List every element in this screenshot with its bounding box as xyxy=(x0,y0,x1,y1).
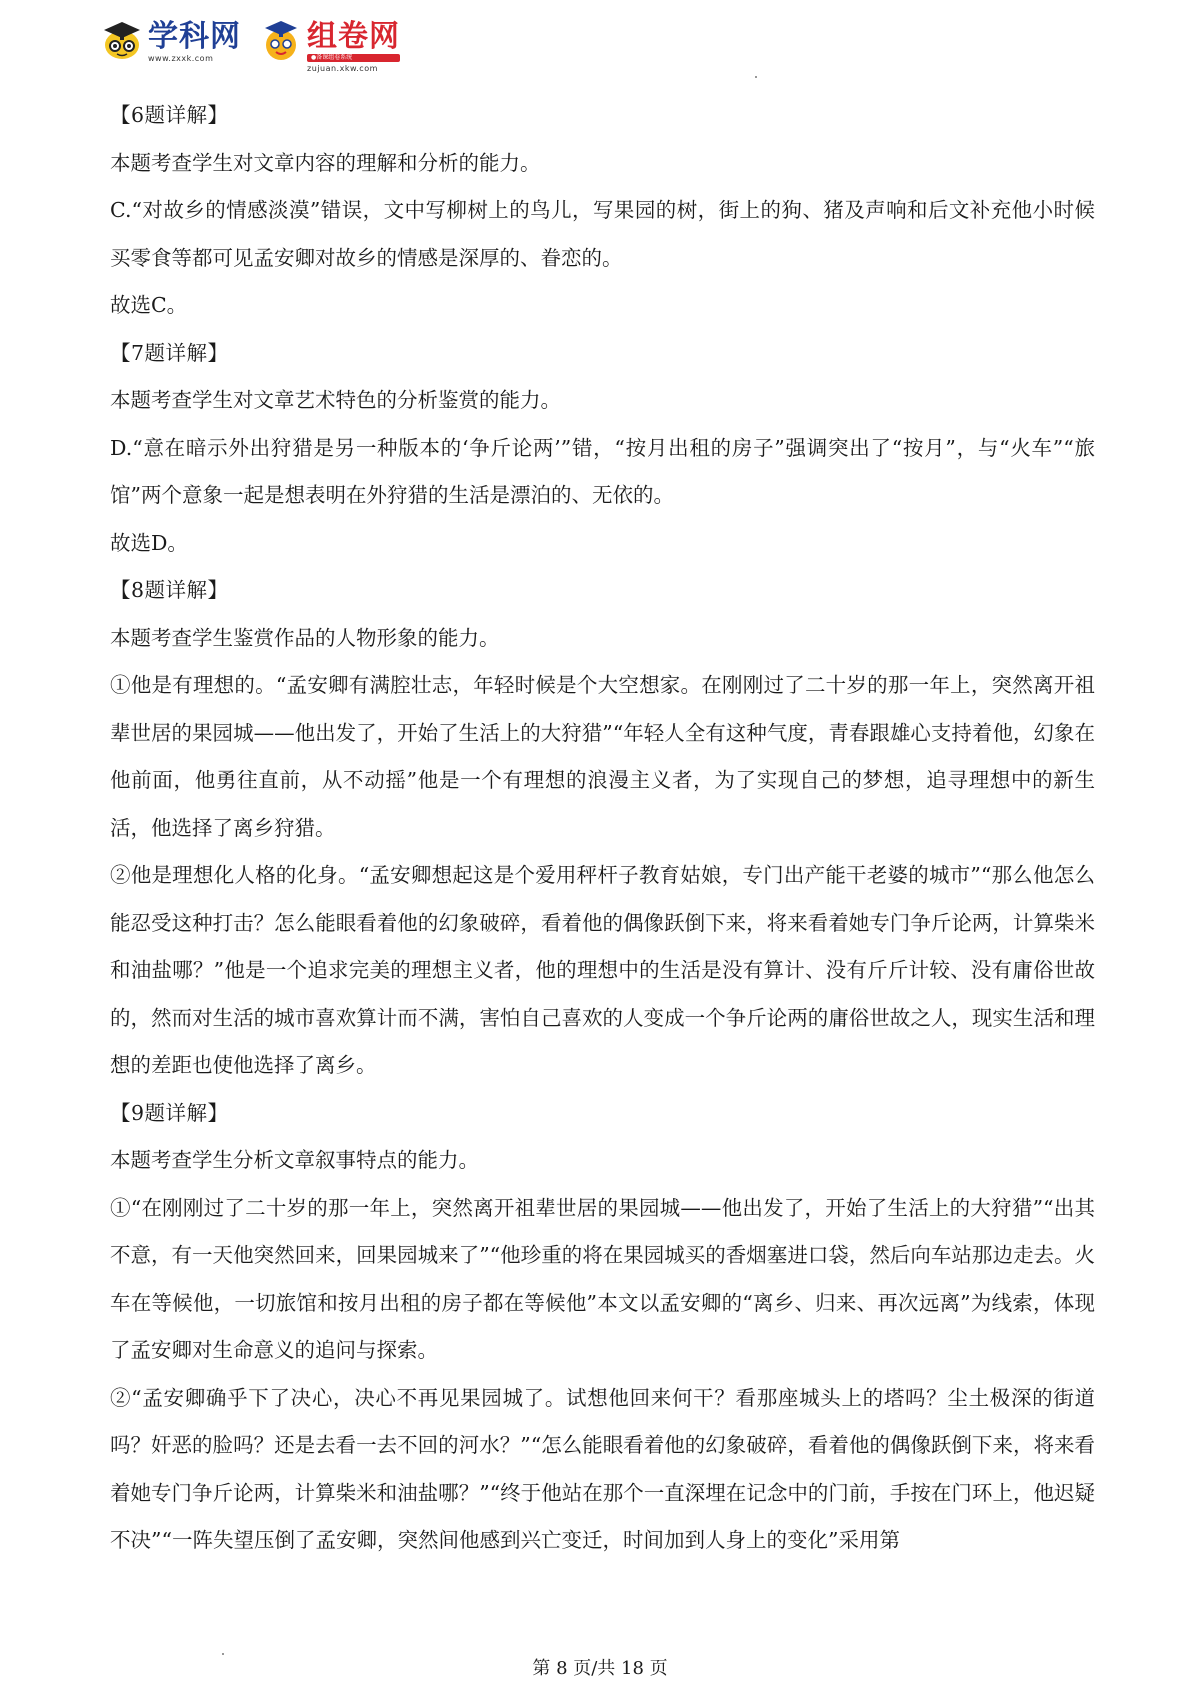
q6-heading: 【6题详解】 xyxy=(110,103,229,127)
zujuan-logo-tagline: ●备课组卷系统 xyxy=(307,54,400,62)
graduate-cap-icon xyxy=(100,18,144,62)
q9-intro: 本题考查学生分析文章叙事特点的能力。 xyxy=(110,1148,479,1172)
q8-intro: 本题考查学生鉴赏作品的人物形象的能力。 xyxy=(110,625,500,650)
q7-answer: 故选D。 xyxy=(110,530,188,555)
answer-explanations xyxy=(110,92,1095,1565)
page-header xyxy=(100,18,400,76)
q6-intro: 本题考查学生对文章内容的理解和分析的能力。 xyxy=(110,150,541,175)
zujuan-logo xyxy=(259,18,400,73)
q9-point-1: ①“在刚刚过了二十岁的那一年上，突然离开祖辈世居的果园城——他出发了，开始了生活上的大狩猎”“出其不意，有一天他突然回来，回果园城来了”“他珍重的将在果园城买的香烟塞进口袋，然后向车站那边走去。火车在等候他，一切旅馆和按月出租的房子都在等候他”本文以孟安卿的“离乡、归来、再次远离”为线索，体现了孟安卿对生命意义的追问与探索。 xyxy=(110,1195,1095,1362)
q8-heading: 【8题详解】 xyxy=(110,578,229,602)
zxxk-logo-name: 学科网 xyxy=(148,19,241,54)
page-number: 第 8 页/共 18 页 xyxy=(532,1658,668,1679)
zujuan-logo-url: zujuan.xkw.com xyxy=(307,64,378,73)
zxxk-logo-url: www.zxxk.com xyxy=(148,54,214,63)
zujuan-logo-name: 组卷网 xyxy=(307,19,400,54)
zxxk-logo xyxy=(100,18,241,63)
graduate-mascot-icon xyxy=(259,18,303,62)
scan-speck xyxy=(755,76,757,78)
q7-analysis: D.“意在暗示外出狩猎是另一种版本的‘争斤论两’”错，“按月出租的房子”强调突出了“按月”，与“火车”“旅馆”两个意象一起是想表明在外狩猎的生活是漂泊的、无依的。 xyxy=(110,435,1095,507)
q9-heading: 【9题详解】 xyxy=(110,1100,229,1125)
q8-point-1: ①他是有理想的。“孟安卿有满腔壮志，年轻时候是个大空想家。在刚刚过了二十岁的那一年上，突然离开祖辈世居的果园城——他出发了，开始了生活上的大狩猎”“年轻人全有这种气度，青春跟雄心支持着他，幻象在他前面，他勇往直前，从不动摇”他是一个有理想的浪漫主义者，为了实现自己的梦想，追寻理想中的新生活，他选择了离乡狩猎。 xyxy=(110,673,1095,840)
q8-point-2: ②他是理想化人格的化身。“孟安卿想起这是个爱用秤杆子教育姑娘，专门出产能干老婆的城市”“那么他怎么能忍受这种打击？怎么能眼看着他的幻象破碎，看着他的偶像跃倒下来，将来看着她专门争斤论两，计算柴米和油盐哪？”他是一个追求完美的理想主义者，他的理想中的生活是没有算计、没有斤斤计较、没有庸俗世故的，然而对生活的城市喜欢算计而不满，害怕自己喜欢的人变成一个争斤论两的庸俗世故之人，现实生活和理想的差距也使他选择了离乡。 xyxy=(110,863,1095,1077)
q7-intro: 本题考查学生对文章艺术特色的分析鉴赏的能力。 xyxy=(110,388,561,412)
q6-answer: 故选C。 xyxy=(110,293,188,317)
q6-analysis: C.“对故乡的情感淡漠”错误，文中写柳树上的鸟儿，写果园的树，街上的狗、猪及声响和后文补充他小时候买零食等都可见孟安卿对故乡的情感是深厚的、眷恋的。 xyxy=(110,198,1095,270)
q7-heading: 【7题详解】 xyxy=(110,340,229,365)
q9-point-2: ②“孟安卿确乎下了决心，决心不再见果园城了。试想他回来何干？看那座城头上的塔吗？尘土极深的街道吗？奸恶的脸吗？还是去看一去不回的河水？”“怎么能眼看着他的幻象破碎，看着他的偶像跃倒下来，将来看着她专门争斤论两，计算柴米和油盐哪？”“终于他站在那个一直深埋在记念中的门前，手按在门环上，他迟疑不决”“一阵失望压倒了孟安卿，突然间他感到兴亡变迁，时间加到人身上的变化”采用第 xyxy=(110,1385,1095,1552)
